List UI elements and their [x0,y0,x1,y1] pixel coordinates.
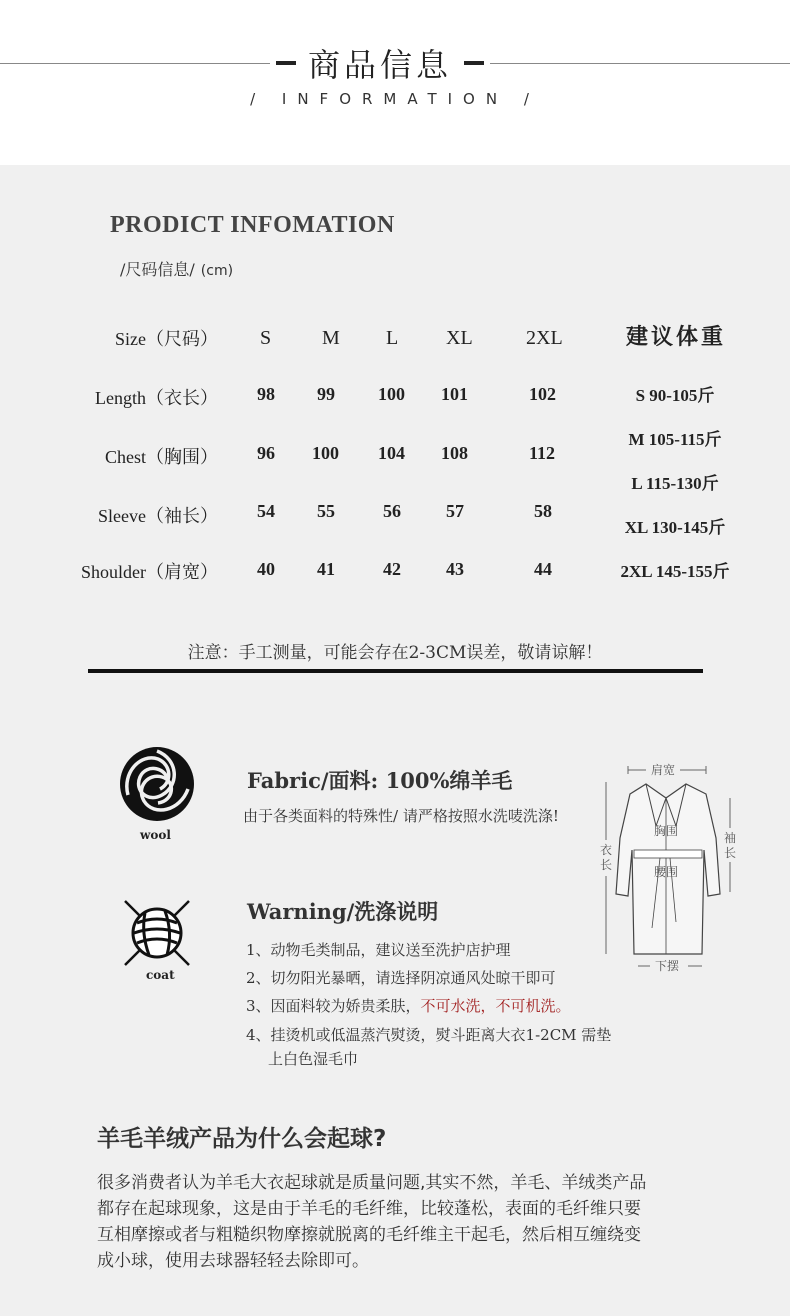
diagram-char: 衣 [600,843,613,857]
pilling-line: 成小球，使用去球器轻轻去除即可。 [97,1251,369,1271]
coat-measure-diagram [590,758,750,980]
pilling-body [97,1170,722,1274]
size-row-label: Size（尺码） [115,329,218,349]
product-sub-label [120,257,233,280]
sleeve-cell: 56 [383,501,401,521]
size-header: L [386,327,399,349]
length-cell: 99 [317,384,335,404]
shoulder-row-label: Shoulder（肩宽） [81,562,218,582]
weight-title: 建议体重 [626,324,727,350]
sleeve-cell: 57 [446,501,464,521]
length-cell: 102 [529,384,556,404]
size-header: 2XL [526,327,563,349]
shoulder-cell: 42 [383,559,401,579]
chest-cell: 108 [441,443,468,463]
warning-item-text: 4、挂烫机或低温蒸汽熨烫，熨斗距离大衣1-2CM 需垫 [246,1026,612,1044]
title-dash-left [276,61,296,65]
wool-icon [118,745,196,823]
warning-title: Warning/洗涤说明 [247,899,439,924]
title-dash-right [464,61,484,65]
chest-cell: 96 [257,443,275,463]
shoulder-label: 肩宽 [651,763,676,777]
sleeve-cell: 54 [257,501,275,521]
size-header: S [260,327,272,349]
warning-item [246,1024,611,1045]
pilling-line: 互相摩擦或者与粗糙织物摩擦就脱离的毛纤维主干起毛，然后相互缠绕变 [97,1225,641,1245]
chest-cell: 100 [312,443,339,463]
chest-cell: 112 [529,443,556,463]
section-title: 商品信息 [307,46,452,84]
shoulder-cell: 44 [534,559,552,579]
header [0,0,790,165]
length-cell: 101 [441,384,468,404]
diagram-char: 长 [724,846,737,860]
warning-item-text: 3、因面料较为娇贵柔肤， [246,997,421,1015]
weight-item: XL 130-145斤 [624,518,726,537]
unit-label: (cm) [200,263,234,279]
section-subtitle: / INFORMATION / [250,90,540,108]
chest-row-label: Chest（胸围） [104,447,218,467]
pilling-title: 羊毛羊绒产品为什么会起球? [97,1126,387,1152]
fabric-title: Fabric/面料: 100%绵羊毛 [247,768,513,793]
warning-item [246,967,556,988]
sleeve-cell: 58 [534,501,552,521]
section-title-wrap [270,40,490,86]
pilling-line: 很多消费者认为羊毛大衣起球就是质量问题,其实不然，羊毛、羊绒类产品 [97,1173,647,1193]
chest-label: 胸围 [654,824,679,838]
sleeve-row-label: Sleeve（袖长） [98,506,218,526]
fabric-description: 由于各类面料的特殊性/ 请严格按照水洗唛洗涤! [243,807,559,825]
shoulder-cell: 41 [317,559,335,579]
diagram-char: 长 [600,858,613,872]
hem-label: 下摆 [655,959,680,973]
length-row-label: Length（衣长） [95,388,218,408]
weight-item: S 90-105斤 [635,386,715,405]
warning-item [246,939,511,960]
shoulder-cell: 40 [257,559,275,579]
product-heading: PRODICT INFOMATION [110,212,395,238]
length-cell: 98 [257,384,275,404]
length-label [600,843,612,872]
sleeve-cell: 55 [317,501,335,521]
warning-highlight: 不可水洗，不可机洗。 [420,997,571,1015]
chest-cell: 104 [378,443,405,463]
size-info-label: /尺码信息/ [120,260,195,279]
shoulder-cell: 43 [446,559,464,579]
weight-item: L 115-130斤 [631,474,719,493]
weight-item: M 105-115斤 [628,430,722,449]
sleeve-label [724,830,736,860]
diagram-char: 袖 [724,831,737,845]
warning-item [246,995,571,1016]
pilling-line: 都存在起球现象，这是由于羊毛的毛纤维，比较蓬松，表面的毛纤维只要 [97,1199,641,1219]
warning-item-text: 2、切勿阳光暴晒，请选择阴凉通风处晾干即可 [246,969,556,987]
yarn-ball-icon [121,897,193,969]
weight-item: 2XL 145-155斤 [620,562,730,581]
coat-label: coat [146,968,175,982]
length-cell: 100 [378,384,405,404]
note-divider [88,669,703,673]
warning-item-text: 1、动物毛类制品，建议送至洗护店护理 [246,941,511,959]
warning-item-continued: 上白色湿毛巾 [268,1050,359,1068]
size-header: M [322,327,340,349]
measurement-note: 注意：手工测量，可能会存在2-3CM误差，敬请谅解！ [187,643,603,663]
waist-label: 腰围 [654,865,679,879]
size-header: XL [446,327,473,349]
wool-label: wool [140,828,171,842]
